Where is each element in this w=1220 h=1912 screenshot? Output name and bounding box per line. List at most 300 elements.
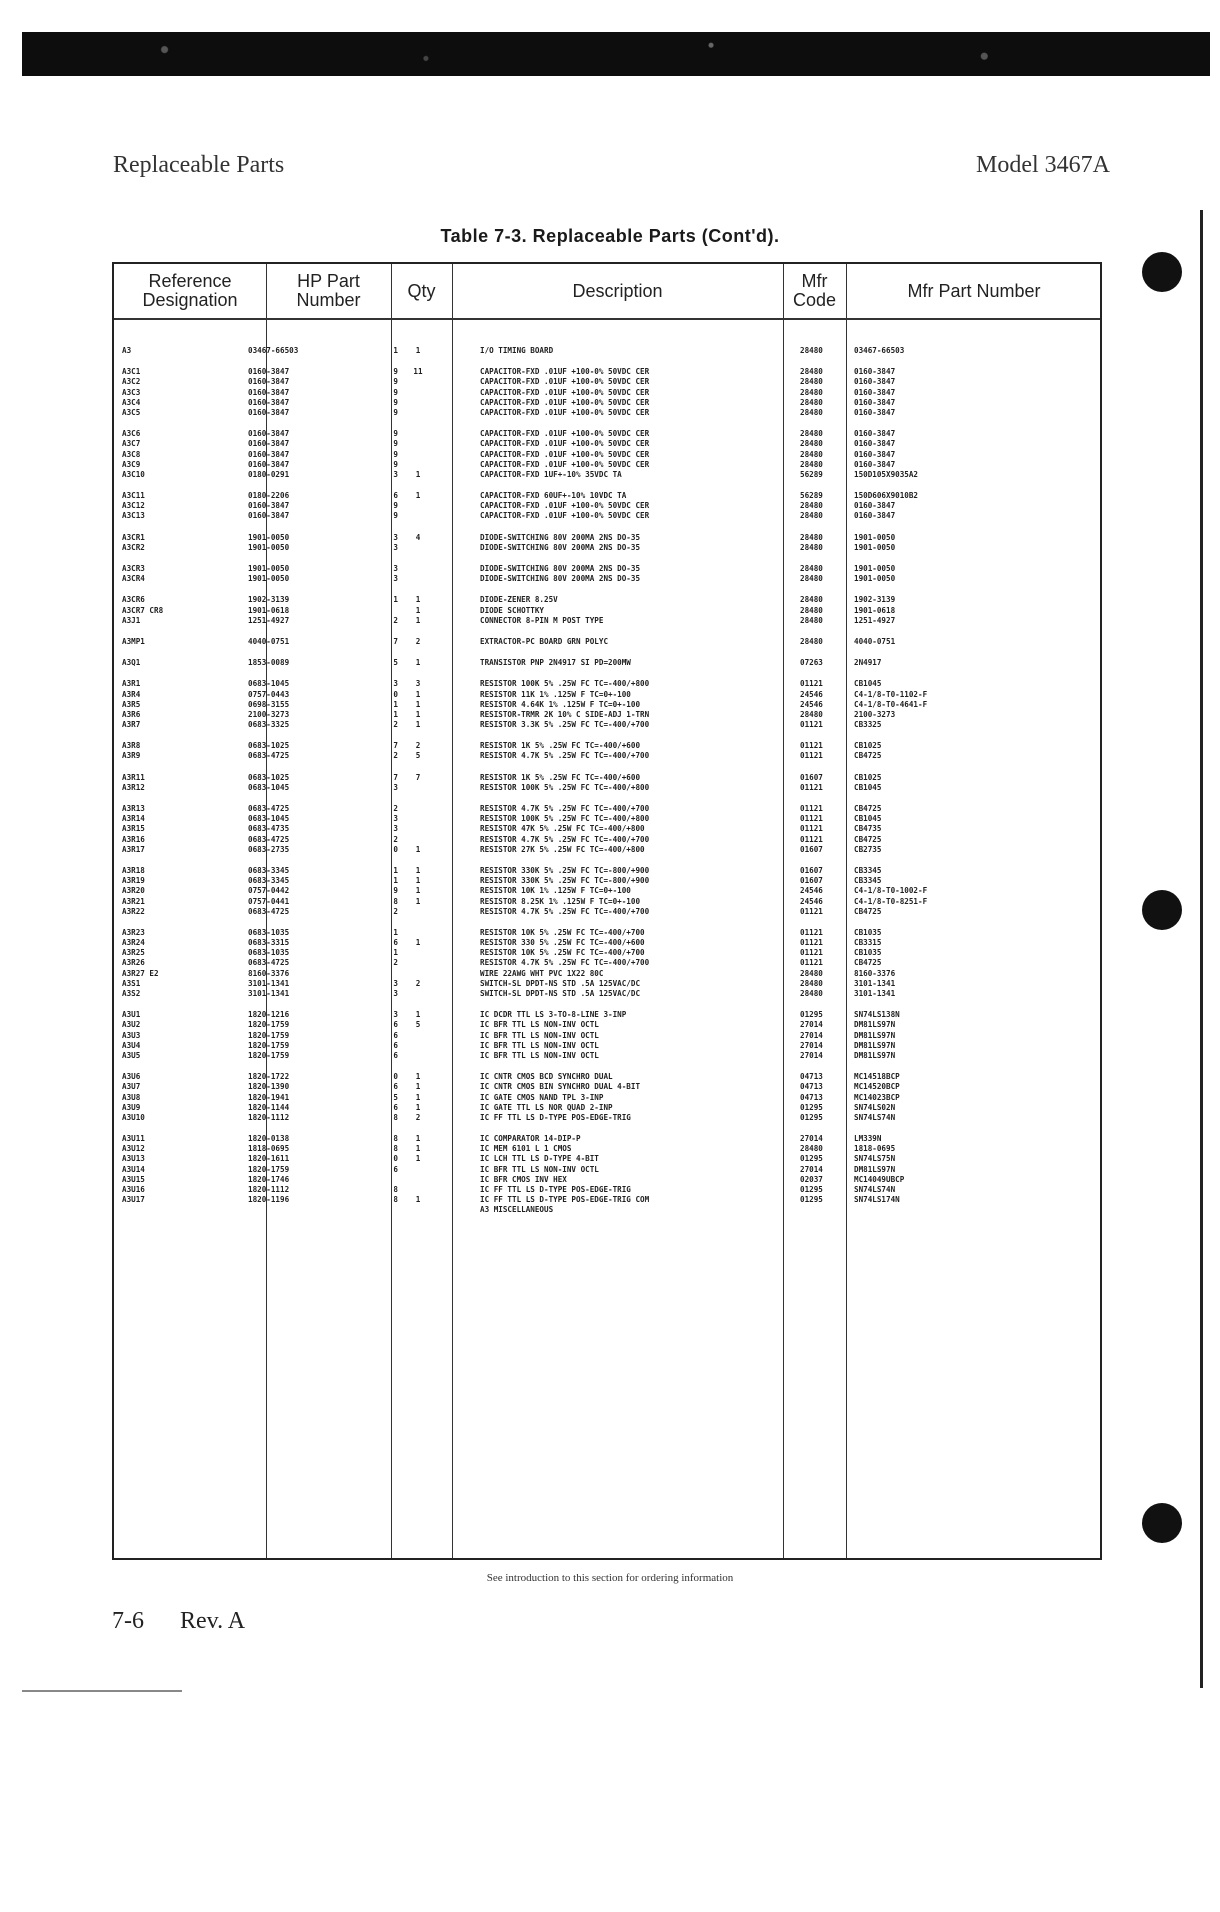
binder-hole-icon bbox=[1142, 1503, 1182, 1543]
qty-cell: 1 bbox=[415, 491, 421, 501]
check-digit-cell: 6 bbox=[393, 1040, 398, 1050]
qty-cell: 1 bbox=[415, 1092, 421, 1102]
table-row bbox=[114, 491, 1100, 501]
row-group bbox=[114, 367, 1100, 418]
check-digit-cell: 9 bbox=[393, 377, 398, 387]
hp-part-number-cell: 0160-3847 bbox=[248, 367, 290, 377]
reference-cell: A3R24 bbox=[122, 938, 145, 948]
reference-cell: A3C10 bbox=[122, 469, 145, 479]
hp-part-number-cell: 0160-3847 bbox=[248, 511, 290, 521]
description-cell: RESISTOR 330K 5% .25W FC TC=-800/+900 bbox=[480, 876, 650, 886]
mfr-code-cell: 28480 bbox=[800, 407, 823, 417]
hp-part-number-cell: 0160-3847 bbox=[248, 449, 290, 459]
mfr-part-number-cell: 1251-4927 bbox=[854, 615, 896, 625]
mfr-code-cell: 28480 bbox=[800, 459, 823, 469]
reference-cell: A3R4 bbox=[122, 689, 141, 699]
check-digit-cell: 1 bbox=[393, 865, 398, 875]
qty-cell: 1 bbox=[415, 1102, 421, 1112]
description-cell: CAPACITOR-FXD .01UF +100-0% 50VDC CER bbox=[480, 449, 650, 459]
reference-cell: A3R13 bbox=[122, 804, 145, 813]
mfr-code-cell: 01121 bbox=[800, 958, 823, 968]
check-digit-cell: 1 bbox=[393, 346, 398, 355]
row-group bbox=[114, 1010, 1100, 1061]
reference-cell: A3U4 bbox=[122, 1040, 141, 1050]
reference-cell: A3MP1 bbox=[122, 636, 145, 646]
check-digit-cell: 2 bbox=[393, 751, 398, 761]
mfr-part-number-cell: CB4725 bbox=[854, 906, 882, 916]
qty-cell: 1 bbox=[415, 1082, 421, 1092]
qty-cell: 1 bbox=[415, 689, 421, 699]
page-number: 7-6 bbox=[112, 1608, 144, 1634]
hp-part-number-cell: 1820-1216 bbox=[248, 1010, 290, 1020]
reference-cell: A3C11 bbox=[122, 491, 145, 501]
check-digit-cell: 0 bbox=[393, 1154, 398, 1164]
mfr-part-number-cell: CB3315 bbox=[854, 938, 882, 948]
description-cell: IC CNTR CMOS BIN SYNCHRO DUAL 4-BIT bbox=[480, 1082, 641, 1092]
hp-part-number-cell: 0683-1035 bbox=[248, 948, 290, 958]
check-digit-cell: 3 bbox=[393, 782, 398, 792]
mfr-part-number-cell: DM81LS97N bbox=[854, 1050, 896, 1060]
mfr-part-number-cell: CB1045 bbox=[854, 782, 882, 792]
reference-cell: A3R7 bbox=[122, 720, 141, 730]
check-digit-cell: 3 bbox=[393, 978, 398, 988]
check-digit-cell: 1 bbox=[393, 709, 398, 719]
mfr-part-number-cell: 2100-3273 bbox=[854, 709, 896, 719]
check-digit-cell: 2 bbox=[393, 720, 398, 730]
mfr-part-number-cell: CB4725 bbox=[854, 804, 882, 813]
row-group bbox=[114, 1072, 1100, 1123]
qty-cell: 11 bbox=[413, 367, 423, 377]
table-row bbox=[114, 543, 1100, 553]
hp-part-number-cell: 1901-0050 bbox=[248, 542, 290, 552]
mfr-code-cell: 24546 bbox=[800, 689, 823, 699]
reference-cell: A3C13 bbox=[122, 511, 145, 521]
table-row bbox=[114, 948, 1100, 958]
check-digit-cell: 9 bbox=[393, 397, 398, 407]
mfr-code-cell: 01121 bbox=[800, 834, 823, 844]
qty-cell: 1 bbox=[415, 1154, 421, 1164]
reference-cell: A3R8 bbox=[122, 741, 141, 751]
reference-cell: A3 bbox=[122, 346, 132, 355]
reference-cell: A3C4 bbox=[122, 397, 141, 407]
mfr-code-cell: 01121 bbox=[800, 824, 823, 834]
table-row bbox=[114, 1205, 1100, 1215]
mfr-part-number-cell: 1818-0695 bbox=[854, 1144, 896, 1154]
reference-cell: A3U13 bbox=[122, 1154, 145, 1164]
mfr-part-number-cell: C4-1/8-T0-1002-F bbox=[854, 886, 928, 896]
row-group bbox=[114, 346, 1100, 356]
table-row bbox=[114, 439, 1100, 449]
mfr-part-number-cell: 1901-0050 bbox=[854, 574, 896, 584]
table-row bbox=[114, 367, 1100, 377]
mfr-part-number-cell: 150D105X9035A2 bbox=[854, 469, 919, 479]
table-row bbox=[114, 720, 1100, 730]
table-row bbox=[114, 429, 1100, 439]
hp-part-number-cell: 1820-1759 bbox=[248, 1050, 290, 1060]
check-digit-cell: 9 bbox=[393, 449, 398, 459]
description-cell: RESISTOR 11K 1% .125W F TC=0+-100 bbox=[480, 689, 631, 699]
qty-cell: 1 bbox=[415, 699, 421, 709]
mfr-part-number-cell: 0160-3847 bbox=[854, 501, 896, 511]
reference-cell: A3CR1 bbox=[122, 532, 145, 542]
mfr-part-number-cell: MC14023BCP bbox=[854, 1092, 900, 1102]
hp-part-number-cell: 03467-66503 bbox=[248, 346, 299, 355]
description-cell: DIODE SCHOTTKY bbox=[480, 605, 545, 615]
mfr-code-cell: 01121 bbox=[800, 948, 823, 958]
check-digit-cell: 0 bbox=[393, 844, 398, 854]
description-cell: RESISTOR 1K 5% .25W FC TC=-400/+600 bbox=[480, 772, 641, 782]
mfr-code-cell: 01121 bbox=[800, 751, 823, 761]
description-cell: IC COMPARATOR 14-DIP-P bbox=[480, 1134, 581, 1144]
hp-part-number-cell: 3101-1341 bbox=[248, 978, 290, 988]
mfr-part-number-cell: CB3345 bbox=[854, 865, 882, 875]
mfr-part-number-cell: CB1025 bbox=[854, 772, 882, 782]
reference-cell: A3R21 bbox=[122, 896, 145, 906]
mfr-part-number-cell: CB1025 bbox=[854, 741, 882, 751]
mfr-code-cell: 28480 bbox=[800, 367, 823, 377]
hp-part-number-cell: 0683-3315 bbox=[248, 938, 290, 948]
description-cell: DIODE-SWITCHING 80V 200MA 2NS DO-35 bbox=[480, 564, 641, 573]
reference-cell: A3CR2 bbox=[122, 542, 145, 552]
table-row bbox=[114, 710, 1100, 720]
qty-cell: 1 bbox=[415, 595, 421, 605]
qty-cell: 2 bbox=[415, 741, 421, 751]
check-digit-cell: 9 bbox=[393, 407, 398, 417]
table-row bbox=[114, 897, 1100, 907]
description-cell: CAPACITOR-FXD .01UF +100-0% 50VDC CER bbox=[480, 501, 650, 511]
reference-cell: A3R6 bbox=[122, 709, 141, 719]
revision-label: Rev. A bbox=[180, 1608, 246, 1634]
qty-cell: 1 bbox=[415, 346, 421, 355]
reference-cell: A3U12 bbox=[122, 1144, 145, 1154]
check-digit-cell: 7 bbox=[393, 772, 398, 782]
table-row bbox=[114, 958, 1100, 968]
description-cell: IC BFR TTL LS NON-INV OCTL bbox=[480, 1050, 599, 1060]
qty-cell: 5 bbox=[415, 751, 421, 761]
mfr-code-cell: 04713 bbox=[800, 1092, 823, 1102]
hp-part-number-cell: 1820-1759 bbox=[248, 1164, 290, 1174]
hp-part-number-cell: 8160-3376 bbox=[248, 968, 290, 978]
mfr-code-cell: 24546 bbox=[800, 886, 823, 896]
mfr-code-cell: 01295 bbox=[800, 1010, 823, 1020]
mfr-code-cell: 01121 bbox=[800, 782, 823, 792]
check-digit-cell: 3 bbox=[393, 532, 398, 542]
mfr-code-cell: 56289 bbox=[800, 469, 823, 479]
check-digit-cell: 9 bbox=[393, 429, 398, 439]
table-row bbox=[114, 511, 1100, 521]
mfr-part-number-cell: 3101-1341 bbox=[854, 989, 896, 998]
mfr-code-cell: 01121 bbox=[800, 679, 823, 689]
mfr-part-number-cell: DM81LS97N bbox=[854, 1030, 896, 1040]
reference-cell: A3U5 bbox=[122, 1050, 141, 1060]
description-cell: RESISTOR 10K 5% .25W FC TC=-400/+700 bbox=[480, 948, 645, 958]
table-row bbox=[114, 907, 1100, 917]
hp-part-number-cell: 1820-1759 bbox=[248, 1030, 290, 1040]
qty-cell: 1 bbox=[415, 1144, 421, 1154]
check-digit-cell: 9 bbox=[393, 501, 398, 511]
mfr-code-cell: 02037 bbox=[800, 1174, 823, 1184]
qty-cell: 7 bbox=[415, 772, 421, 782]
hp-part-number-cell: 1820-1722 bbox=[248, 1072, 290, 1082]
description-cell: RESISTOR 100K 5% .25W FC TC=-400/+800 bbox=[480, 679, 650, 689]
description-cell: CAPACITOR-FXD .01UF +100-0% 50VDC CER bbox=[480, 377, 650, 387]
reference-cell: A3R19 bbox=[122, 876, 145, 886]
reference-cell: A3C5 bbox=[122, 407, 141, 417]
check-digit-cell: 2 bbox=[393, 834, 398, 844]
row-group bbox=[114, 773, 1100, 793]
reference-cell: A3CR7 CR8 bbox=[122, 605, 164, 615]
mfr-code-cell: 28480 bbox=[800, 595, 823, 605]
mfr-part-number-cell: 3101-1341 bbox=[854, 978, 896, 988]
mfr-part-number-cell: 4040-0751 bbox=[854, 636, 896, 646]
description-cell: RESISTOR 330K 5% .25W FC TC=-800/+900 bbox=[480, 865, 650, 875]
description-cell: RESISTOR 330 5% .25W FC TC=-400/+600 bbox=[480, 938, 645, 948]
mfr-code-cell: 01121 bbox=[800, 804, 823, 813]
mfr-code-cell: 28480 bbox=[800, 605, 823, 615]
mfr-part-number-cell: 1901-0050 bbox=[854, 564, 896, 573]
table-row bbox=[114, 1031, 1100, 1041]
reference-cell: A3U16 bbox=[122, 1185, 145, 1194]
hp-part-number-cell: 1901-0050 bbox=[248, 574, 290, 584]
description-cell: IC DCDR TTL LS 3-TO-8-LINE 3-INP bbox=[480, 1010, 627, 1020]
table-row bbox=[114, 690, 1100, 700]
qty-cell: 1 bbox=[415, 469, 421, 479]
description-cell: IC BFR TTL LS NON-INV OCTL bbox=[480, 1020, 599, 1030]
check-digit-cell: 3 bbox=[393, 469, 398, 479]
mfr-code-cell: 01607 bbox=[800, 876, 823, 886]
check-digit-cell: 3 bbox=[393, 542, 398, 552]
qty-cell: 1 bbox=[415, 876, 421, 886]
description-cell: IC BFR TTL LS NON-INV OCTL bbox=[480, 1040, 599, 1050]
hp-part-number-cell: 4040-0751 bbox=[248, 636, 290, 646]
table-row bbox=[114, 1195, 1100, 1205]
table-row bbox=[114, 876, 1100, 886]
hp-part-number-cell: 0160-3847 bbox=[248, 387, 290, 397]
footnote: See introduction to this section for ordering information bbox=[486, 1572, 734, 1584]
hp-part-number-cell: 0160-3847 bbox=[248, 439, 290, 449]
reference-cell: A3R18 bbox=[122, 865, 145, 875]
table-row bbox=[114, 804, 1100, 814]
mfr-code-cell: 01121 bbox=[800, 938, 823, 948]
mfr-part-number-cell: 0160-3847 bbox=[854, 367, 896, 377]
hp-part-number-cell: 1820-1759 bbox=[248, 1040, 290, 1050]
hp-part-number-cell: 0683-1025 bbox=[248, 772, 290, 782]
check-digit-cell: 1 bbox=[393, 927, 398, 937]
table-row bbox=[114, 501, 1100, 511]
check-digit-cell: 6 bbox=[393, 1050, 398, 1060]
reference-cell: A3R5 bbox=[122, 699, 141, 709]
check-digit-cell: 2 bbox=[393, 906, 398, 916]
reference-cell: A3C8 bbox=[122, 449, 141, 459]
check-digit-cell: 5 bbox=[393, 658, 398, 668]
column-header-reference: Reference Designation bbox=[142, 271, 238, 310]
column-header-mfr-part-number: Mfr Part Number bbox=[907, 280, 1041, 301]
mfr-code-cell: 28480 bbox=[800, 542, 823, 552]
mfr-code-cell: 07263 bbox=[800, 658, 823, 668]
check-digit-cell: 3 bbox=[393, 679, 398, 689]
table-row bbox=[114, 969, 1100, 979]
check-digit-cell: 3 bbox=[393, 989, 398, 998]
mfr-code-cell: 28480 bbox=[800, 709, 823, 719]
table-row bbox=[114, 408, 1100, 418]
hp-part-number-cell: 1853-0089 bbox=[248, 658, 290, 668]
mfr-code-cell: 28480 bbox=[800, 377, 823, 387]
description-cell: IC GATE TTL LS NOR QUAD 2-INP bbox=[480, 1102, 613, 1112]
reference-cell: A3CR6 bbox=[122, 595, 145, 605]
hp-part-number-cell: 0160-3847 bbox=[248, 407, 290, 417]
row-group bbox=[114, 533, 1100, 553]
reference-cell: A3R22 bbox=[122, 906, 145, 916]
mfr-part-number-cell: 0160-3847 bbox=[854, 459, 896, 469]
qty-cell: 1 bbox=[415, 1072, 421, 1082]
table-row bbox=[114, 783, 1100, 793]
reference-cell: A3CR3 bbox=[122, 564, 145, 573]
table-row bbox=[114, 533, 1100, 543]
hp-part-number-cell: 1820-1196 bbox=[248, 1195, 290, 1205]
hp-part-number-cell: 1820-1112 bbox=[248, 1112, 290, 1122]
row-group bbox=[114, 637, 1100, 647]
reference-cell: A3R26 bbox=[122, 958, 145, 968]
mfr-code-cell: 01607 bbox=[800, 865, 823, 875]
qty-cell: 1 bbox=[415, 615, 421, 625]
hp-part-number-cell: 1820-1112 bbox=[248, 1185, 290, 1194]
mfr-code-cell: 27014 bbox=[800, 1040, 823, 1050]
mfr-part-number-cell: 0160-3847 bbox=[854, 449, 896, 459]
mfr-code-cell: 28480 bbox=[800, 564, 823, 573]
hp-part-number-cell: 1820-1390 bbox=[248, 1082, 290, 1092]
reference-cell: A3R1 bbox=[122, 679, 141, 689]
mfr-part-number-cell: 1901-0618 bbox=[854, 605, 896, 615]
mfr-code-cell: 28480 bbox=[800, 449, 823, 459]
reference-cell: A3C2 bbox=[122, 377, 141, 387]
check-digit-cell: 7 bbox=[393, 636, 398, 646]
row-group bbox=[114, 928, 1100, 999]
table-row bbox=[114, 773, 1100, 783]
row-group bbox=[114, 658, 1100, 668]
table-row bbox=[114, 1041, 1100, 1051]
column-header-qty: Qty bbox=[407, 280, 436, 301]
table-row bbox=[114, 616, 1100, 626]
qty-cell: 3 bbox=[415, 679, 421, 689]
table-row bbox=[114, 700, 1100, 710]
table-row bbox=[114, 1093, 1100, 1103]
reference-cell: A3C1 bbox=[122, 367, 141, 377]
mfr-part-number-cell: LM339N bbox=[854, 1134, 882, 1144]
reference-cell: A3C9 bbox=[122, 459, 141, 469]
hp-part-number-cell: 3101-1341 bbox=[248, 989, 290, 998]
reference-cell: A3C3 bbox=[122, 387, 141, 397]
hp-part-number-cell: 0683-3325 bbox=[248, 720, 290, 730]
hp-part-number-cell: 0683-3345 bbox=[248, 865, 290, 875]
mfr-part-number-cell: 1902-3139 bbox=[854, 595, 896, 605]
description-cell: EXTRACTOR-PC BOARD GRN POLYC bbox=[480, 636, 609, 646]
description-cell: DIODE-SWITCHING 80V 200MA 2NS DO-35 bbox=[480, 532, 641, 542]
mfr-part-number-cell: CB1045 bbox=[854, 814, 882, 824]
check-digit-cell: 9 bbox=[393, 367, 398, 377]
check-digit-cell: 0 bbox=[393, 1072, 398, 1082]
check-digit-cell: 1 bbox=[393, 595, 398, 605]
table-row bbox=[114, 1020, 1100, 1030]
column-header-description: Description bbox=[572, 280, 663, 301]
mfr-part-number-cell: 0160-3847 bbox=[854, 407, 896, 417]
row-group bbox=[114, 595, 1100, 626]
mfr-part-number-cell: SN74LS74N bbox=[854, 1112, 896, 1122]
table-row bbox=[114, 866, 1100, 876]
mfr-code-cell: 04713 bbox=[800, 1072, 823, 1082]
table-row bbox=[114, 388, 1100, 398]
mfr-code-cell: 28480 bbox=[800, 346, 823, 355]
mfr-part-number-cell: C4-1/8-T0-1102-F bbox=[854, 689, 928, 699]
reference-cell: A3S1 bbox=[122, 978, 141, 988]
check-digit-cell: 1 bbox=[393, 948, 398, 958]
mfr-code-cell: 01121 bbox=[800, 720, 823, 730]
mfr-part-number-cell: CB4725 bbox=[854, 751, 882, 761]
mfr-code-cell: 28480 bbox=[800, 968, 823, 978]
hp-part-number-cell: 1901-0050 bbox=[248, 532, 290, 542]
table-row bbox=[114, 814, 1100, 824]
reference-cell: A3U2 bbox=[122, 1020, 141, 1030]
column-header-hp-part-number: HP Part Number bbox=[296, 271, 361, 310]
description-cell: CONNECTOR 8-PIN M POST TYPE bbox=[480, 615, 604, 625]
check-digit-cell: 8 bbox=[393, 1195, 398, 1205]
mfr-part-number-cell: CB1035 bbox=[854, 948, 882, 958]
check-digit-cell: 8 bbox=[393, 1134, 398, 1144]
mfr-part-number-cell: MC14049UBCP bbox=[854, 1174, 905, 1184]
reference-cell: A3R15 bbox=[122, 824, 145, 834]
mfr-code-cell: 24546 bbox=[800, 896, 823, 906]
table-row bbox=[114, 1082, 1100, 1092]
check-digit-cell: 6 bbox=[393, 1082, 398, 1092]
check-digit-cell: 3 bbox=[393, 824, 398, 834]
description-cell: RESISTOR 10K 5% .25W FC TC=-400/+700 bbox=[480, 927, 645, 937]
description-cell: RESISTOR 3.3K 5% .25W FC TC=-400/+700 bbox=[480, 720, 650, 730]
table-row bbox=[114, 845, 1100, 855]
hp-part-number-cell: 1902-3139 bbox=[248, 595, 290, 605]
reference-cell: A3C6 bbox=[122, 429, 141, 439]
qty-cell: 1 bbox=[415, 896, 421, 906]
description-cell: RESISTOR 8.25K 1% .125W F TC=0+-100 bbox=[480, 896, 641, 906]
table-row bbox=[114, 1051, 1100, 1061]
hp-part-number-cell: 1818-0695 bbox=[248, 1144, 290, 1154]
hp-part-number-cell: 0683-3345 bbox=[248, 876, 290, 886]
mfr-part-number-cell: CB1045 bbox=[854, 679, 882, 689]
description-cell: WIRE 22AWG WHT PVC 1X22 80C bbox=[480, 968, 604, 978]
hp-part-number-cell: 1820-1759 bbox=[248, 1020, 290, 1030]
binder-hole-icon bbox=[1142, 890, 1182, 930]
mfr-part-number-cell: 2N4917 bbox=[854, 658, 882, 668]
mfr-part-number-cell: MC14518BCP bbox=[854, 1072, 900, 1082]
check-digit-cell: 6 bbox=[393, 1102, 398, 1112]
scan-smudge bbox=[22, 1690, 182, 1692]
reference-cell: A3U7 bbox=[122, 1082, 141, 1092]
description-cell: SWITCH-SL DPDT-NS STD .5A 125VAC/DC bbox=[480, 989, 641, 998]
table-row bbox=[114, 1185, 1100, 1195]
row-group bbox=[114, 679, 1100, 730]
description-cell: RESISTOR 4.64K 1% .125W F TC=0+-100 bbox=[480, 699, 641, 709]
header-divider bbox=[114, 318, 1100, 320]
description-cell: CAPACITOR-FXD .01UF +100-0% 50VDC CER bbox=[480, 511, 650, 521]
check-digit-cell: 6 bbox=[393, 491, 398, 501]
hp-part-number-cell: 0683-4725 bbox=[248, 804, 290, 813]
qty-cell: 1 bbox=[415, 1134, 421, 1144]
mfr-part-number-cell: DM81LS97N bbox=[854, 1020, 896, 1030]
description-cell: I/O TIMING BOARD bbox=[480, 346, 554, 355]
table-row bbox=[114, 398, 1100, 408]
description-cell: CAPACITOR-FXD .01UF +100-0% 50VDC CER bbox=[480, 459, 650, 469]
table-row bbox=[114, 637, 1100, 647]
reference-cell: A3R9 bbox=[122, 751, 141, 761]
hp-part-number-cell: 0683-1045 bbox=[248, 782, 290, 792]
